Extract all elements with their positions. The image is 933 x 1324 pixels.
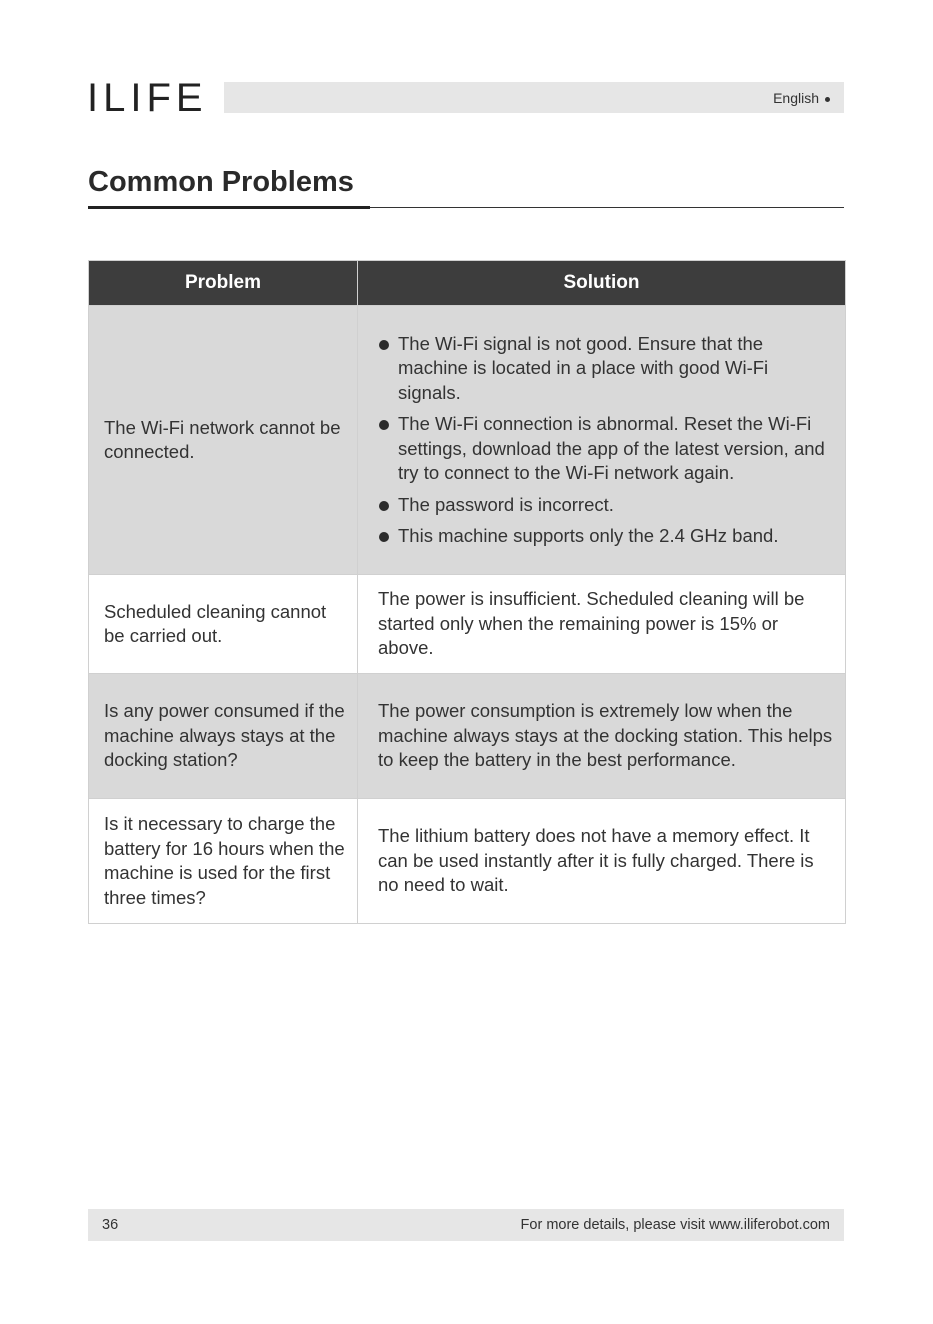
footer-bar [88,1209,844,1241]
solution-cell: The power is insufficient. Scheduled cleaning will be started only when the remaining power is 15% or above. [358,575,846,674]
solution-list [378,332,835,549]
page-number: 36 [102,1217,119,1233]
solution-item: The Wi-Fi signal is not good. Ensure that the machine is located in a place with good Wi-Fi signals. [378,332,835,406]
header-solution: Solution [358,261,846,306]
language-label: English [773,90,819,106]
problems-table [88,260,846,924]
table-row [89,306,846,575]
footer-website-note: For more details, please visit www.iliferobot.com [520,1217,830,1233]
problem-cell: Is any power consumed if the machine always stays at the docking station? [89,674,358,799]
solution-cell [358,306,846,575]
ilife-logo: ILIFE [87,76,208,120]
table-row [89,575,846,674]
problem-cell: Scheduled cleaning cannot be carried out. [89,575,358,674]
solution-item: The password is incorrect. [378,493,835,518]
language-indicator [773,90,830,106]
header-bar [224,82,844,113]
title-underline [88,206,370,209]
problem-cell: The Wi-Fi network cannot be connected. [89,306,358,575]
problem-cell: Is it necessary to charge the battery for 16 hours when the machine is used for the first three times? [89,799,358,924]
title-rule [370,207,844,208]
solution-cell: The power consumption is extremely low when the machine always stays at the docking station. This helps to keep the battery in the best performance. [358,674,846,799]
table-row [89,799,846,924]
page-title: Common Problems [88,166,354,198]
table-row [89,674,846,799]
solution-item: This machine supports only the 2.4 GHz band. [378,524,835,549]
solution-item: The Wi-Fi connection is abnormal. Reset the Wi-Fi settings, download the app of the latest version, and try to connect to the Wi-Fi network again. [378,412,835,486]
table-header-row [89,261,846,306]
solution-cell: The lithium battery does not have a memory effect. It can be used instantly after it is fully charged. There is no need to wait. [358,799,846,924]
header-problem: Problem [89,261,358,306]
bullet-dot-icon [825,97,830,102]
